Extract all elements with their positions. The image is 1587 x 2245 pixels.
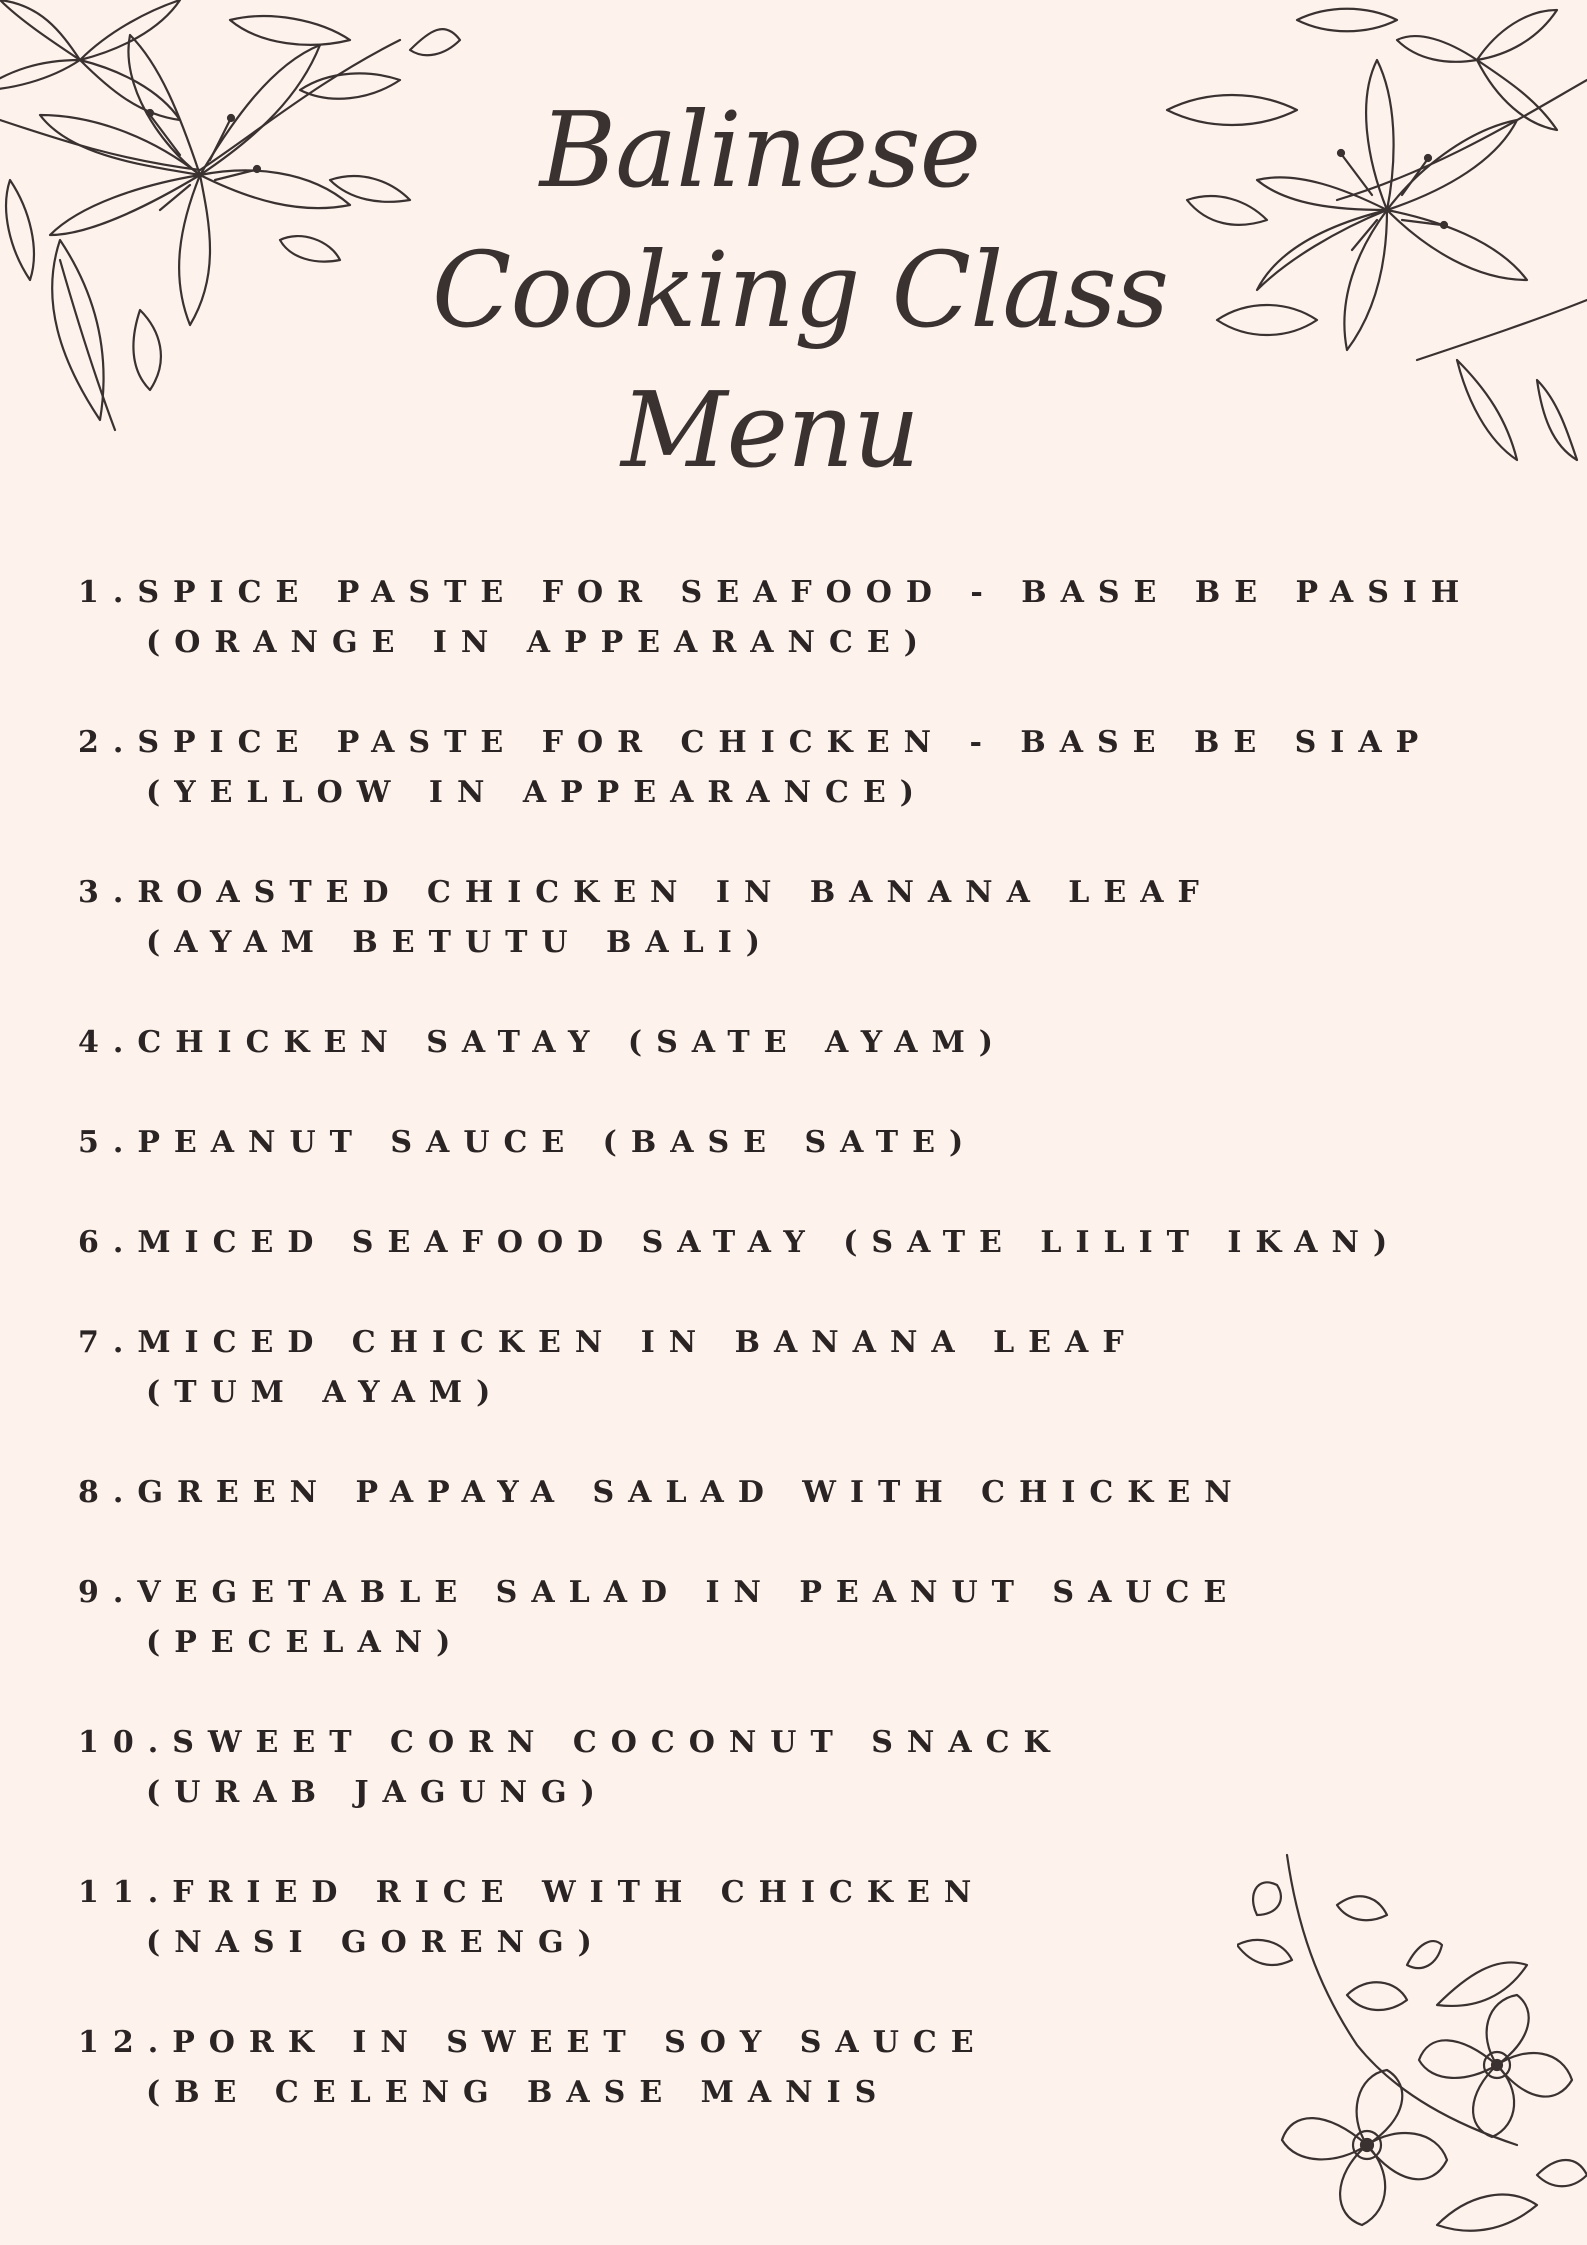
menu-list (78, 568, 1518, 2168)
menu-item (78, 2018, 1518, 2118)
menu-item (78, 1118, 1518, 1168)
menu-item (78, 1868, 1518, 1968)
title-line-1: Balinese (539, 89, 981, 211)
menu-item-number: 4. (78, 1025, 138, 1060)
menu-item (78, 1218, 1518, 1268)
menu-item-number: 3. (78, 875, 138, 910)
menu-item (78, 718, 1518, 818)
menu-item-subtitle: (YELLOW IN APPEARANCE) (146, 775, 928, 810)
menu-item-number: 8. (78, 1475, 138, 1510)
menu-item-number: 5. (78, 1125, 138, 1160)
floral-top-right-icon (1157, 0, 1587, 470)
menu-item-number: 10. (78, 1725, 173, 1760)
menu-item-subtitle: (NASI GORENG) (146, 1925, 606, 1960)
menu-item-name: PEANUT SAUCE (BASE SATE) (137, 1125, 978, 1160)
menu-item-name: CHICKEN SATAY (SATE AYAM) (137, 1025, 1007, 1060)
menu-item-number: 1. (78, 575, 138, 610)
menu-item-subtitle: (BE CELENG BASE MANIS (146, 2075, 891, 2110)
menu-item-subtitle: (ORANGE IN APPEARANCE) (146, 625, 932, 660)
menu-item-number: 2. (78, 725, 138, 760)
menu-item-name: MICED CHICKEN IN BANANA LEAF (137, 1325, 1138, 1360)
menu-item (78, 868, 1518, 968)
menu-item-number: 7. (78, 1325, 138, 1360)
menu-item (78, 568, 1518, 668)
menu-item (78, 1018, 1518, 1068)
title-line-2: Cooking Class (431, 229, 1169, 351)
menu-item-number: 9. (78, 1575, 138, 1610)
menu-item-subtitle: (PECELAN) (146, 1625, 465, 1660)
menu-item (78, 1718, 1518, 1818)
menu-item-number: 6. (78, 1225, 138, 1260)
menu-item-number: 11. (78, 1875, 173, 1910)
menu-item (78, 1568, 1518, 1668)
menu-item-name: SPICE PASTE FOR CHICKEN - BASE BE SIAP (137, 725, 1433, 760)
menu-item-subtitle: (TUM AYAM) (146, 1375, 505, 1410)
menu-item-name: SPICE PASTE FOR SEAFOOD - BASE BE PASIH (137, 575, 1474, 610)
menu-item-subtitle: (URAB JAGUNG) (146, 1775, 609, 1810)
menu-item-name: PORK IN SWEET SOY SAUCE (172, 2025, 988, 2060)
menu-item (78, 1468, 1518, 1518)
page-title (420, 80, 1180, 500)
menu-item-number: 12. (78, 2025, 173, 2060)
menu-item-name: SWEET CORN COCONUT SNACK (172, 1725, 1064, 1760)
title-line-3: Menu (621, 369, 919, 491)
menu-item-name: VEGETABLE SALAD IN PEANUT SAUCE (137, 1575, 1241, 1610)
menu-item-name: MICED SEAFOOD SATAY (SATE LILIT IKAN) (137, 1225, 1402, 1260)
menu-item-name: ROASTED CHICKEN IN BANANA LEAF (137, 875, 1213, 910)
menu-item-name: FRIED RICE WITH CHICKEN (172, 1875, 986, 1910)
menu-item (78, 1318, 1518, 1418)
menu-item-subtitle: (AYAM BETUTU BALI) (146, 925, 774, 960)
menu-item-name: GREEN PAPAYA SALAD WITH CHICKEN (137, 1475, 1246, 1510)
